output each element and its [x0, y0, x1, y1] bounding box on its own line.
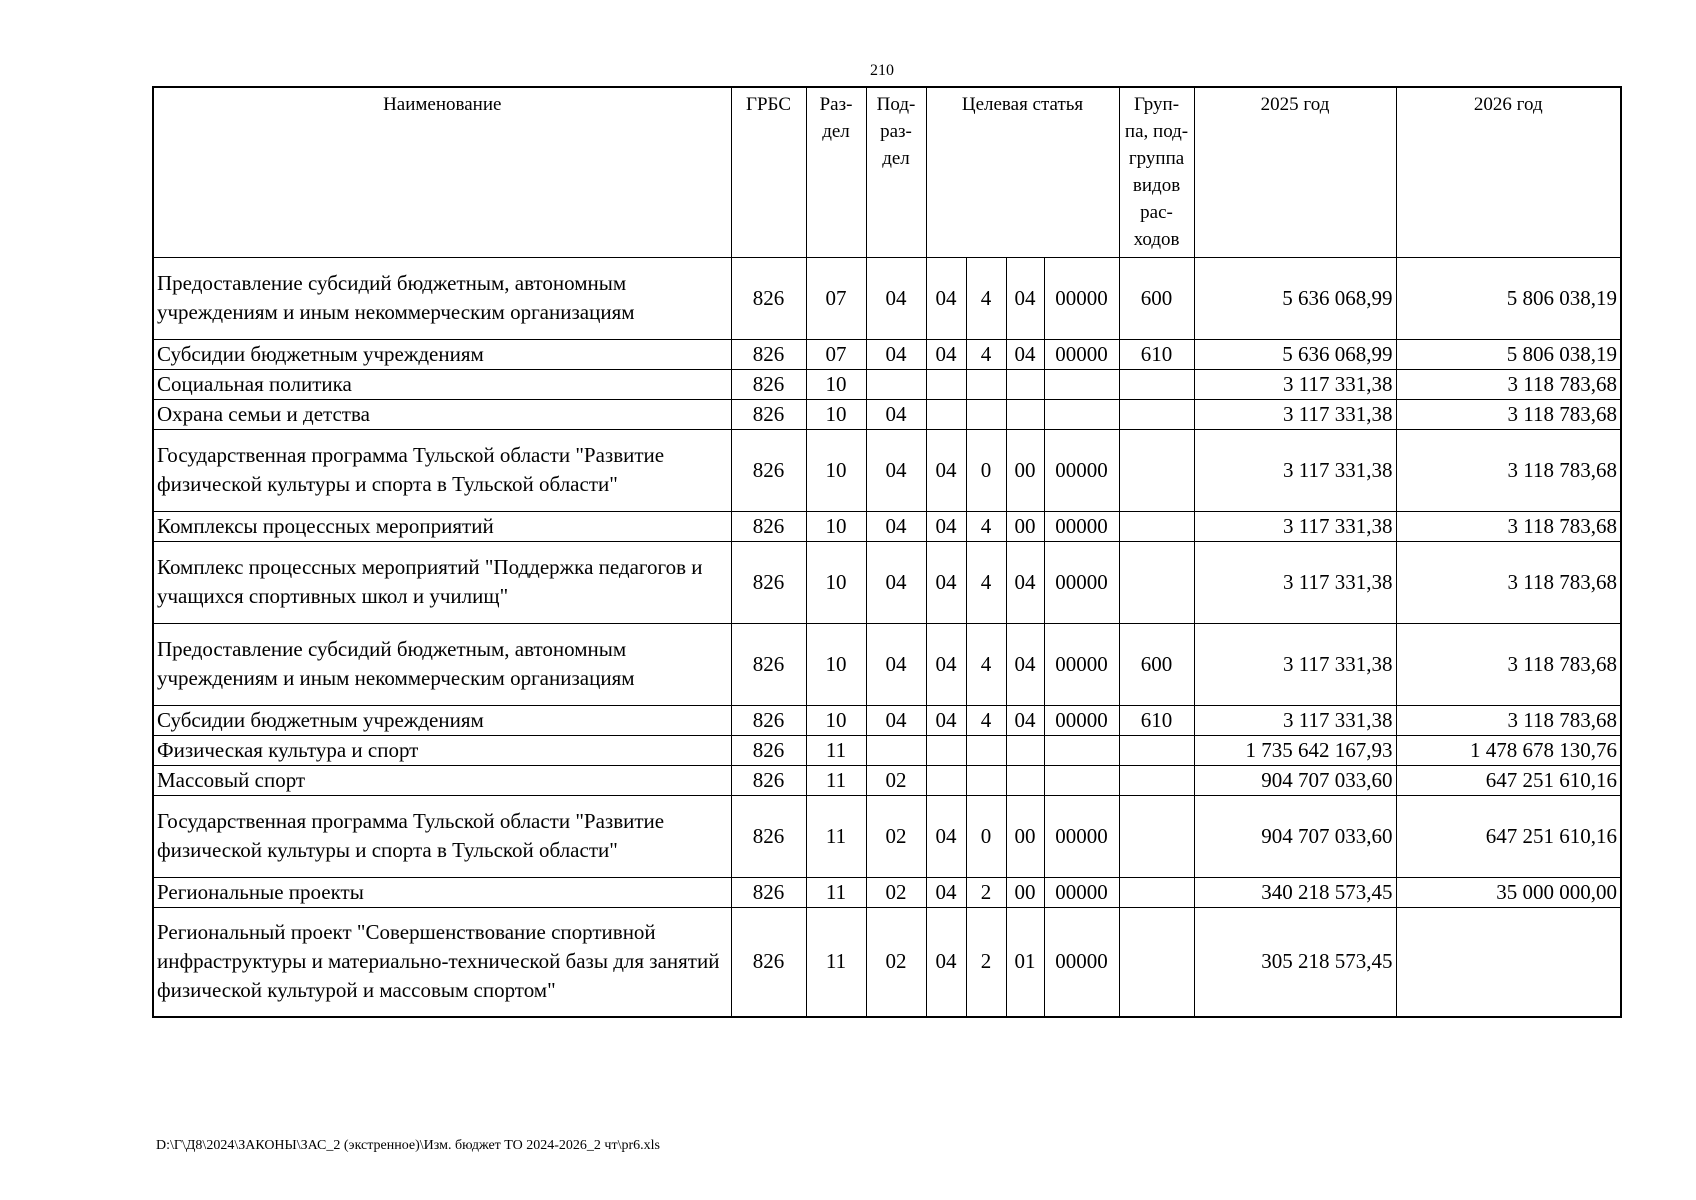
table-row: [153, 541, 1621, 623]
row-podrazdel: 04: [866, 399, 926, 429]
row-grbs: 826: [731, 877, 806, 907]
row-amount-2025: 5 636 068,99: [1194, 257, 1396, 339]
header-target: Целевая статья: [926, 87, 1119, 257]
row-grbs: 826: [731, 795, 806, 877]
row-razdel: 11: [806, 907, 866, 1017]
row-razdel: 11: [806, 735, 866, 765]
row-name: Физическая культура и спорт: [153, 735, 731, 765]
row-amount-2025: 3 117 331,38: [1194, 705, 1396, 735]
row-target-subprogram: [1006, 399, 1044, 429]
row-name: Государственная программа Тульской области "Развитие физической культуры и спорта в Тульской области": [153, 795, 731, 877]
row-amount-2026: 3 118 783,68: [1396, 623, 1621, 705]
row-expense-group: 600: [1119, 623, 1194, 705]
row-name: Субсидии бюджетным учреждениям: [153, 339, 731, 369]
row-target-program: 04: [926, 623, 966, 705]
row-grbs: 826: [731, 541, 806, 623]
table-row: [153, 369, 1621, 399]
row-amount-2026: 35 000 000,00: [1396, 877, 1621, 907]
row-grbs: 826: [731, 735, 806, 765]
row-grbs: 826: [731, 705, 806, 735]
row-target-program: [926, 735, 966, 765]
row-target-direction: 00000: [1044, 511, 1119, 541]
table-row: [153, 907, 1621, 1017]
file-path-footer: D:\Г\Д8\2024\ЗАКОНЫ\ЗАС_2 (экстренное)\Изм. бюджет ТО 2024-2026_2 чт\pr6.xls: [156, 1138, 660, 1153]
row-target-subprogram: [1006, 765, 1044, 795]
row-target-program: 04: [926, 429, 966, 511]
table-row: [153, 623, 1621, 705]
row-razdel: 11: [806, 795, 866, 877]
row-name: Региональный проект "Совершенствование спортивной инфраструктуры и материально-технической базы для занятий физической культурой и массовым спортом": [153, 907, 731, 1017]
row-amount-2025: 3 117 331,38: [1194, 369, 1396, 399]
row-amount-2025: 1 735 642 167,93: [1194, 735, 1396, 765]
row-target-subprogram: 00: [1006, 877, 1044, 907]
row-target-type: [966, 369, 1006, 399]
budget-table: [152, 86, 1622, 1018]
row-expense-group: 610: [1119, 339, 1194, 369]
row-target-program: 04: [926, 257, 966, 339]
row-target-program: [926, 399, 966, 429]
row-amount-2026: 3 118 783,68: [1396, 541, 1621, 623]
row-amount-2026: 3 118 783,68: [1396, 399, 1621, 429]
row-podrazdel: 04: [866, 339, 926, 369]
row-target-type: [966, 399, 1006, 429]
row-name: Социальная политика: [153, 369, 731, 399]
row-target-program: 04: [926, 705, 966, 735]
row-target-program: 04: [926, 907, 966, 1017]
row-target-direction: [1044, 399, 1119, 429]
row-target-direction: [1044, 369, 1119, 399]
row-amount-2026: 1 478 678 130,76: [1396, 735, 1621, 765]
row-target-type: 4: [966, 705, 1006, 735]
row-target-program: 04: [926, 511, 966, 541]
row-target-type: 4: [966, 511, 1006, 541]
row-name: Предоставление субсидий бюджетным, автономным учреждениям и иным некоммерческим организациям: [153, 623, 731, 705]
row-target-type: 4: [966, 339, 1006, 369]
row-target-type: 0: [966, 429, 1006, 511]
table-row: [153, 429, 1621, 511]
row-expense-group: [1119, 399, 1194, 429]
row-target-subprogram: 04: [1006, 257, 1044, 339]
row-target-direction: 00000: [1044, 257, 1119, 339]
row-amount-2026: 3 118 783,68: [1396, 369, 1621, 399]
row-grbs: 826: [731, 765, 806, 795]
row-target-program: 04: [926, 877, 966, 907]
row-expense-group: [1119, 765, 1194, 795]
row-target-direction: [1044, 735, 1119, 765]
table-row: [153, 339, 1621, 369]
row-amount-2026: 5 806 038,19: [1396, 257, 1621, 339]
row-amount-2025: 3 117 331,38: [1194, 511, 1396, 541]
table-row: [153, 399, 1621, 429]
row-amount-2025: 3 117 331,38: [1194, 429, 1396, 511]
row-target-type: [966, 765, 1006, 795]
row-razdel: 10: [806, 511, 866, 541]
row-target-subprogram: 01: [1006, 907, 1044, 1017]
row-target-program: [926, 765, 966, 795]
row-razdel: 10: [806, 623, 866, 705]
row-grbs: 826: [731, 257, 806, 339]
row-podrazdel: 02: [866, 907, 926, 1017]
row-name: Предоставление субсидий бюджетным, автономным учреждениям и иным некоммерческим организациям: [153, 257, 731, 339]
table-row: [153, 705, 1621, 735]
table-body: [153, 257, 1621, 1017]
row-amount-2026: 3 118 783,68: [1396, 511, 1621, 541]
row-name: Комплексы процессных мероприятий: [153, 511, 731, 541]
row-razdel: 10: [806, 399, 866, 429]
row-amount-2025: 305 218 573,45: [1194, 907, 1396, 1017]
table-row: [153, 795, 1621, 877]
row-amount-2026: 3 118 783,68: [1396, 429, 1621, 511]
row-name: Массовый спорт: [153, 765, 731, 795]
row-target-subprogram: 00: [1006, 511, 1044, 541]
header-row: [153, 87, 1621, 257]
row-podrazdel: 04: [866, 623, 926, 705]
row-target-subprogram: 04: [1006, 541, 1044, 623]
row-name: Субсидии бюджетным учреждениям: [153, 705, 731, 735]
header-2026: 2026 год: [1396, 87, 1621, 257]
row-target-type: [966, 735, 1006, 765]
table-row: [153, 735, 1621, 765]
row-razdel: 10: [806, 541, 866, 623]
row-amount-2026: 3 118 783,68: [1396, 705, 1621, 735]
row-target-direction: 00000: [1044, 541, 1119, 623]
row-amount-2025: 3 117 331,38: [1194, 541, 1396, 623]
row-razdel: 11: [806, 765, 866, 795]
row-expense-group: 610: [1119, 705, 1194, 735]
row-expense-group: [1119, 735, 1194, 765]
row-amount-2025: 3 117 331,38: [1194, 623, 1396, 705]
row-target-direction: 00000: [1044, 339, 1119, 369]
row-target-type: 4: [966, 257, 1006, 339]
row-podrazdel: 04: [866, 541, 926, 623]
row-razdel: 10: [806, 705, 866, 735]
row-razdel: 10: [806, 369, 866, 399]
row-expense-group: [1119, 511, 1194, 541]
row-razdel: 07: [806, 257, 866, 339]
row-name: Региональные проекты: [153, 877, 731, 907]
row-target-subprogram: 04: [1006, 623, 1044, 705]
row-target-program: 04: [926, 795, 966, 877]
row-target-subprogram: 04: [1006, 705, 1044, 735]
row-razdel: 11: [806, 877, 866, 907]
header-grbs: ГРБС: [731, 87, 806, 257]
row-target-direction: 00000: [1044, 877, 1119, 907]
row-expense-group: [1119, 877, 1194, 907]
header-group: Груп- па, под- группа видов рас- ходов: [1119, 87, 1194, 257]
row-target-subprogram: [1006, 369, 1044, 399]
table-row: [153, 877, 1621, 907]
page-number: 210: [870, 62, 894, 79]
row-expense-group: [1119, 541, 1194, 623]
row-amount-2025: 3 117 331,38: [1194, 399, 1396, 429]
row-target-direction: 00000: [1044, 705, 1119, 735]
row-target-program: [926, 369, 966, 399]
row-expense-group: 600: [1119, 257, 1194, 339]
row-grbs: 826: [731, 339, 806, 369]
header-razdel: Раз- дел: [806, 87, 866, 257]
header-name: Наименование: [153, 87, 731, 257]
row-amount-2025: 904 707 033,60: [1194, 795, 1396, 877]
row-name: Комплекс процессных мероприятий "Поддержка педагогов и учащихся спортивных школ и училищ": [153, 541, 731, 623]
row-amount-2025: 340 218 573,45: [1194, 877, 1396, 907]
row-amount-2026: 647 251 610,16: [1396, 765, 1621, 795]
row-target-direction: [1044, 765, 1119, 795]
header-podrazdel: Под- раз- дел: [866, 87, 926, 257]
row-target-direction: 00000: [1044, 623, 1119, 705]
row-podrazdel: 04: [866, 511, 926, 541]
row-target-type: 4: [966, 541, 1006, 623]
row-target-program: 04: [926, 339, 966, 369]
row-target-subprogram: 00: [1006, 795, 1044, 877]
row-podrazdel: 04: [866, 257, 926, 339]
row-target-type: 4: [966, 623, 1006, 705]
row-target-direction: 00000: [1044, 429, 1119, 511]
row-grbs: 826: [731, 907, 806, 1017]
row-amount-2026: [1396, 907, 1621, 1017]
row-podrazdel: 02: [866, 877, 926, 907]
row-grbs: 826: [731, 623, 806, 705]
row-target-program: 04: [926, 541, 966, 623]
row-razdel: 07: [806, 339, 866, 369]
row-expense-group: [1119, 429, 1194, 511]
row-amount-2026: 647 251 610,16: [1396, 795, 1621, 877]
row-target-direction: 00000: [1044, 907, 1119, 1017]
row-name: Государственная программа Тульской области "Развитие физической культуры и спорта в Тульской области": [153, 429, 731, 511]
table-row: [153, 511, 1621, 541]
row-target-type: 2: [966, 877, 1006, 907]
row-target-type: 2: [966, 907, 1006, 1017]
row-grbs: 826: [731, 511, 806, 541]
row-podrazdel: [866, 735, 926, 765]
row-podrazdel: 02: [866, 765, 926, 795]
row-target-direction: 00000: [1044, 795, 1119, 877]
row-target-subprogram: 00: [1006, 429, 1044, 511]
row-expense-group: [1119, 369, 1194, 399]
row-amount-2025: 5 636 068,99: [1194, 339, 1396, 369]
row-expense-group: [1119, 907, 1194, 1017]
row-target-subprogram: 04: [1006, 339, 1044, 369]
row-podrazdel: [866, 369, 926, 399]
row-target-subprogram: [1006, 735, 1044, 765]
header-2025: 2025 год: [1194, 87, 1396, 257]
row-expense-group: [1119, 795, 1194, 877]
row-razdel: 10: [806, 429, 866, 511]
row-podrazdel: 04: [866, 429, 926, 511]
row-grbs: 826: [731, 399, 806, 429]
row-target-type: 0: [966, 795, 1006, 877]
row-name: Охрана семьи и детства: [153, 399, 731, 429]
table-row: [153, 765, 1621, 795]
row-amount-2026: 5 806 038,19: [1396, 339, 1621, 369]
table-row: [153, 257, 1621, 339]
row-grbs: 826: [731, 429, 806, 511]
row-amount-2025: 904 707 033,60: [1194, 765, 1396, 795]
row-podrazdel: 02: [866, 795, 926, 877]
row-grbs: 826: [731, 369, 806, 399]
row-podrazdel: 04: [866, 705, 926, 735]
